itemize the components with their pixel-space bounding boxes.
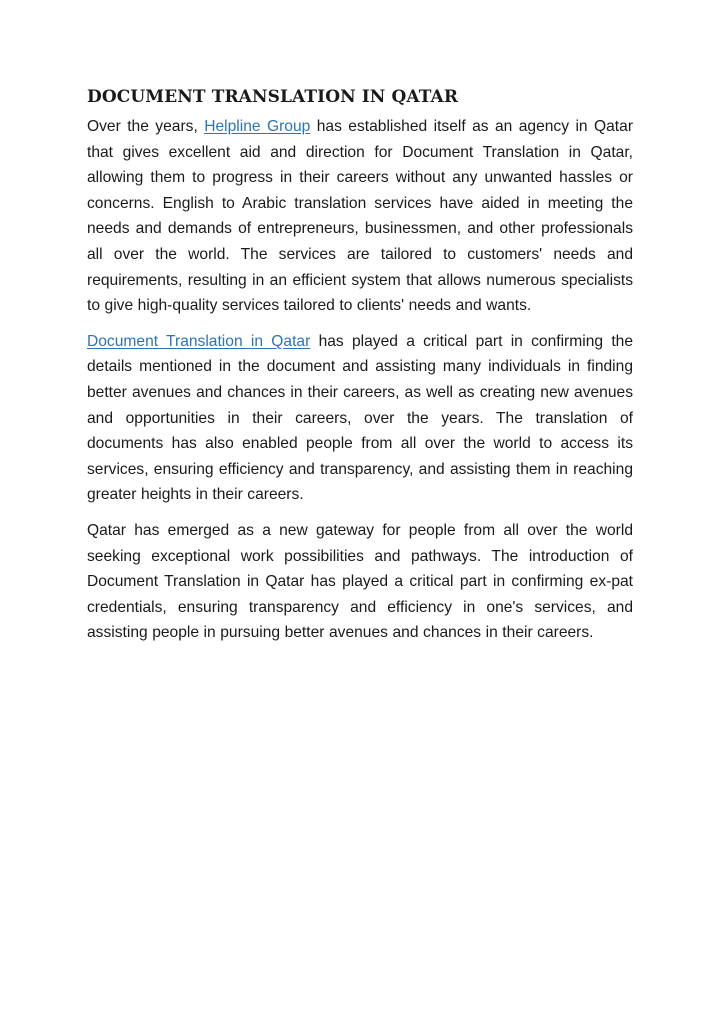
helpline-group-link[interactable]: Helpline Group	[204, 118, 311, 135]
document-translation-qatar-link[interactable]: Document Translation in Qatar	[87, 332, 311, 350]
paragraph-1	[87, 114, 633, 319]
paragraph-3	[87, 518, 633, 646]
paragraph-2-body-text: has played a critical part in confirming the details mentioned in the document and assisting many individuals in finding better avenues and chances in their careers, as well as creating new avenues and opportunities in their careers, over the years. The translation of documents has also enabled people from all over the world to access its services, ensuring efficiency and transparency, and assisting them in reaching greater heights in their careers.	[87, 332, 633, 504]
paragraph-2	[87, 329, 633, 508]
paragraph-1-body-text: has established itself as an agency in Qatar that gives excellent aid and direction for Document Translation in Qatar, allowing them to progress in their careers without any unwanted hassles or concerns. English to Arabic translation services have aided in meeting the needs and demands of entrepreneurs, businessmen, and other professionals all over the world. The services are tailored to customers' needs and requirements, resulting in an efficient system that allows numerous specialists to give high-quality services tailored to clients' needs and wants.	[87, 118, 634, 315]
document-title: DOCUMENT TRANSLATION IN QATAR	[87, 87, 459, 107]
paragraph-1-lead-text: Over the years,	[87, 118, 205, 135]
document-page	[87, 86, 633, 656]
paragraph-3-body-text: Qatar has emerged as a new gateway for people from all over the world seeking exceptional work possibilities and pathways. The introduction of Document Translation in Qatar has played a critical part in confirming ex-pat credentials, ensuring transparency and efficiency in one's services, and assisting people in pursuing better avenues and chances in their careers.	[87, 521, 633, 642]
